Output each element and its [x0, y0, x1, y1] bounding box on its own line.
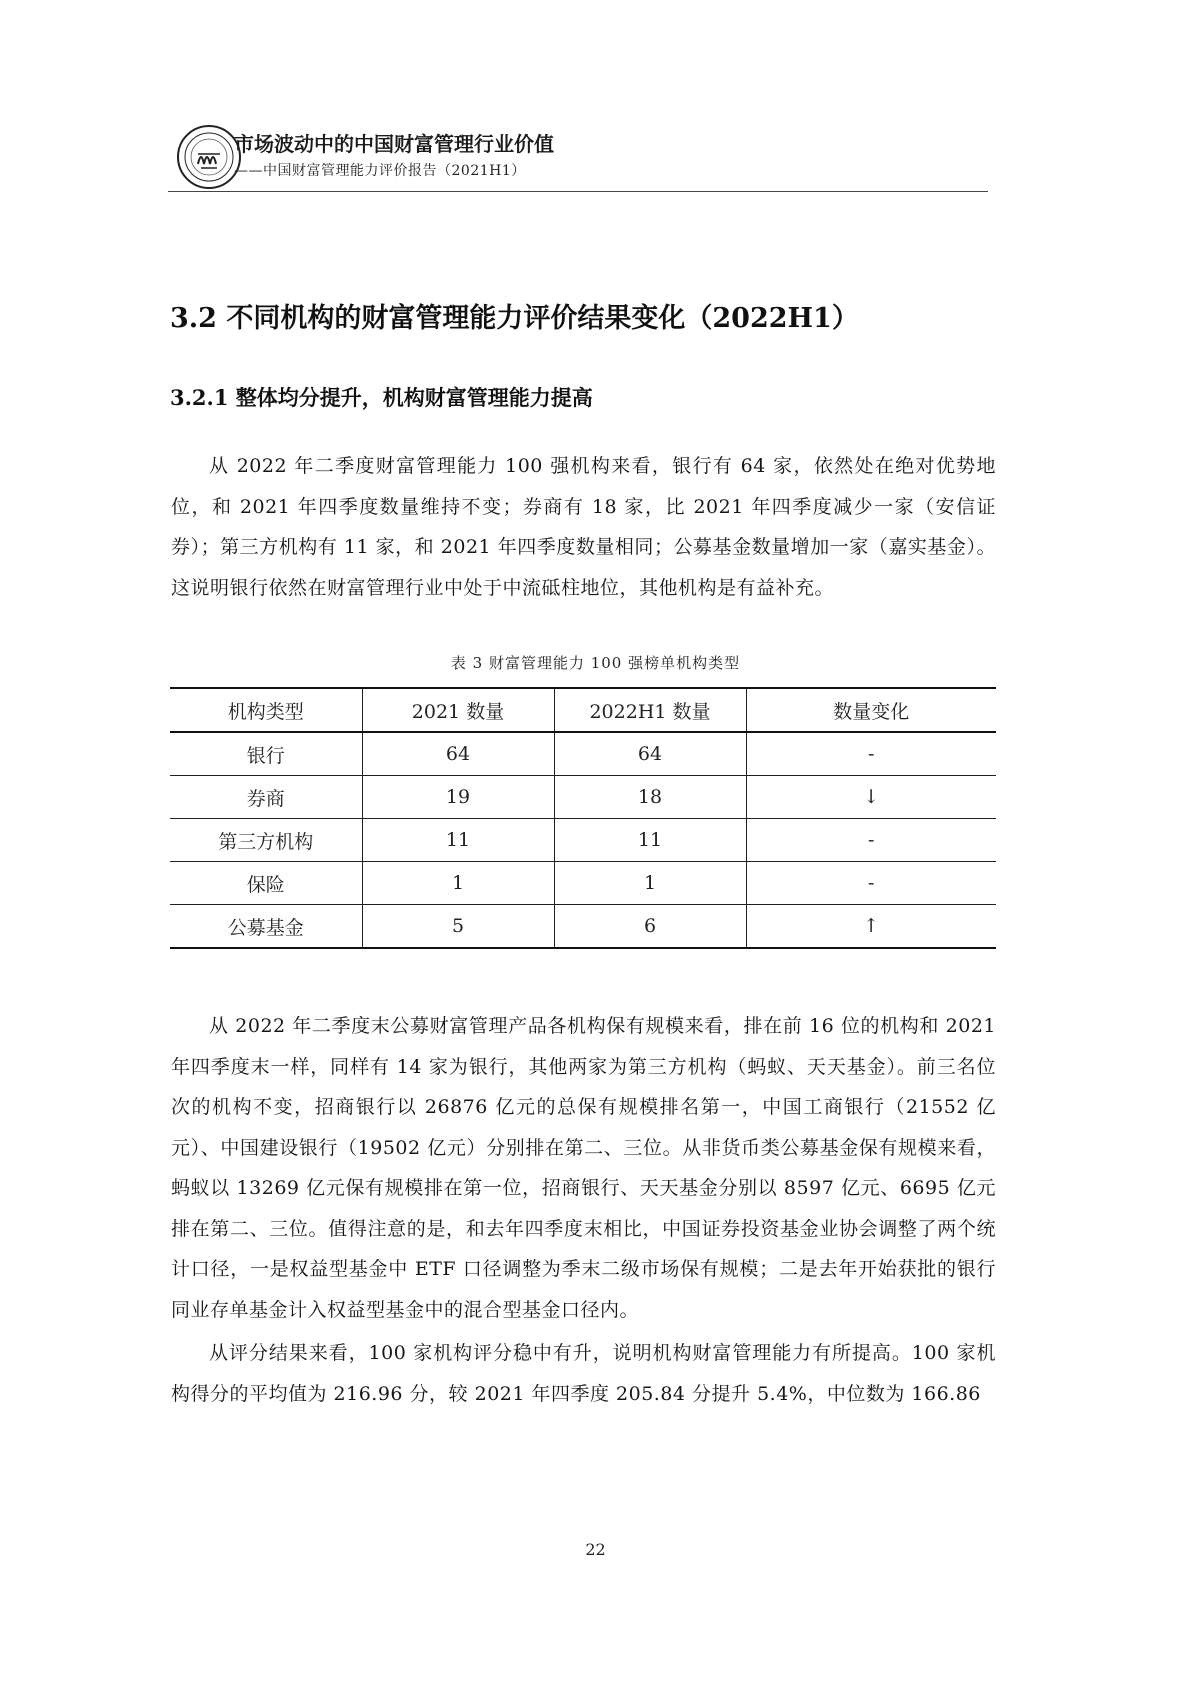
table-cell: 11	[554, 819, 746, 862]
university-seal-icon	[176, 124, 242, 190]
table-cell: 64	[362, 732, 554, 776]
table-cell: 公募基金	[170, 905, 362, 949]
header-subtitle: ——中国财富管理能力评价报告（2021H1）	[234, 163, 526, 179]
table-cell: 18	[554, 776, 746, 819]
table-cell: 5	[362, 905, 554, 949]
table-cell: -	[746, 732, 996, 776]
table-cell: 保险	[170, 862, 362, 905]
table-cell: 第三方机构	[170, 819, 362, 862]
table-row	[170, 732, 996, 776]
table-cell: 1	[362, 862, 554, 905]
table-header-row	[170, 688, 996, 732]
column-header: 机构类型	[170, 688, 362, 732]
table-cell: -	[746, 862, 996, 905]
running-header	[168, 112, 988, 192]
body-paragraph: 从评分结果来看，100 家机构评分稳中有升，说明机构财富管理能力有所提高。100 家机构得分的平均值为 216.96 分，较 2021 年四季度 205.84 分提升 5.4%，中位数为 166.86	[171, 1342, 996, 1405]
page-number: 22	[585, 1540, 606, 1559]
header-title: 市场波动中的中国财富管理行业价值	[234, 132, 554, 156]
subsection-heading: 3.2.1 整体均分提升，机构财富管理能力提高	[170, 385, 593, 410]
body-paragraph: 从 2022 年二季度末公募财富管理产品各机构保有规模来看，排在前 16 位的机构和 2021 年四季度末一样，同样有 14 家为银行，其他两家为第三方机构（蚂蚁、天天基金）。前三名位次的机构不变，招商银行以 26876 亿元的总保有规模排名第一，中国工商银行（21552 亿元）、中国建设银行（19502 亿元）分别排在第二、三位。从非货币类公募基金保有规模来看，蚂蚁以 13269 亿元保有规模排在第一位，招商银行、天天基金分别以 8597 亿元、6695 亿元排在第二、三位。值得注意的是，和去年四季度末相比，中国证券投资基金业协会调整了两个统计口径，一是权益型基金中 ETF 口径调整为季末二级市场保有规模；二是去年开始获批的银行同业存单基金计入权益型基金中的混合型基金口径内。	[171, 1015, 996, 1321]
table-row	[170, 776, 996, 819]
section-heading: 3.2 不同机构的财富管理能力评价结果变化（2022H1）	[170, 303, 859, 334]
table-row	[170, 905, 996, 949]
column-header: 2022H1 数量	[554, 688, 746, 732]
table-cell: 11	[362, 819, 554, 862]
body-paragraph: 从 2022 年二季度财富管理能力 100 强机构来看，银行有 64 家，依然处在绝对优势地位，和 2021 年四季度数量维持不变；券商有 18 家，比 2021 年四季度减少一家（安信证券）；第三方机构有 11 家，和 2021 年四季度数量相同；公募基金数量增加一家（嘉实基金）。这说明银行依然在财富管理行业中处于中流砥柱地位，其他机构是有益补充。	[171, 455, 996, 599]
table-cell: -	[746, 819, 996, 862]
table-cell: 6	[554, 905, 746, 949]
header-divider	[168, 191, 988, 192]
institution-type-table	[170, 687, 996, 949]
column-header: 2021 数量	[362, 688, 554, 732]
table-row	[170, 819, 996, 862]
table-cell: 1	[554, 862, 746, 905]
table-cell: 券商	[170, 776, 362, 819]
table-cell: 19	[362, 776, 554, 819]
table-row	[170, 862, 996, 905]
table-caption: 表 3 财富管理能力 100 强榜单机构类型	[450, 654, 741, 672]
table-cell: ↓	[746, 776, 996, 819]
table-cell: ↑	[746, 905, 996, 949]
table-cell: 银行	[170, 732, 362, 776]
column-header: 数量变化	[746, 688, 996, 732]
table-cell: 64	[554, 732, 746, 776]
